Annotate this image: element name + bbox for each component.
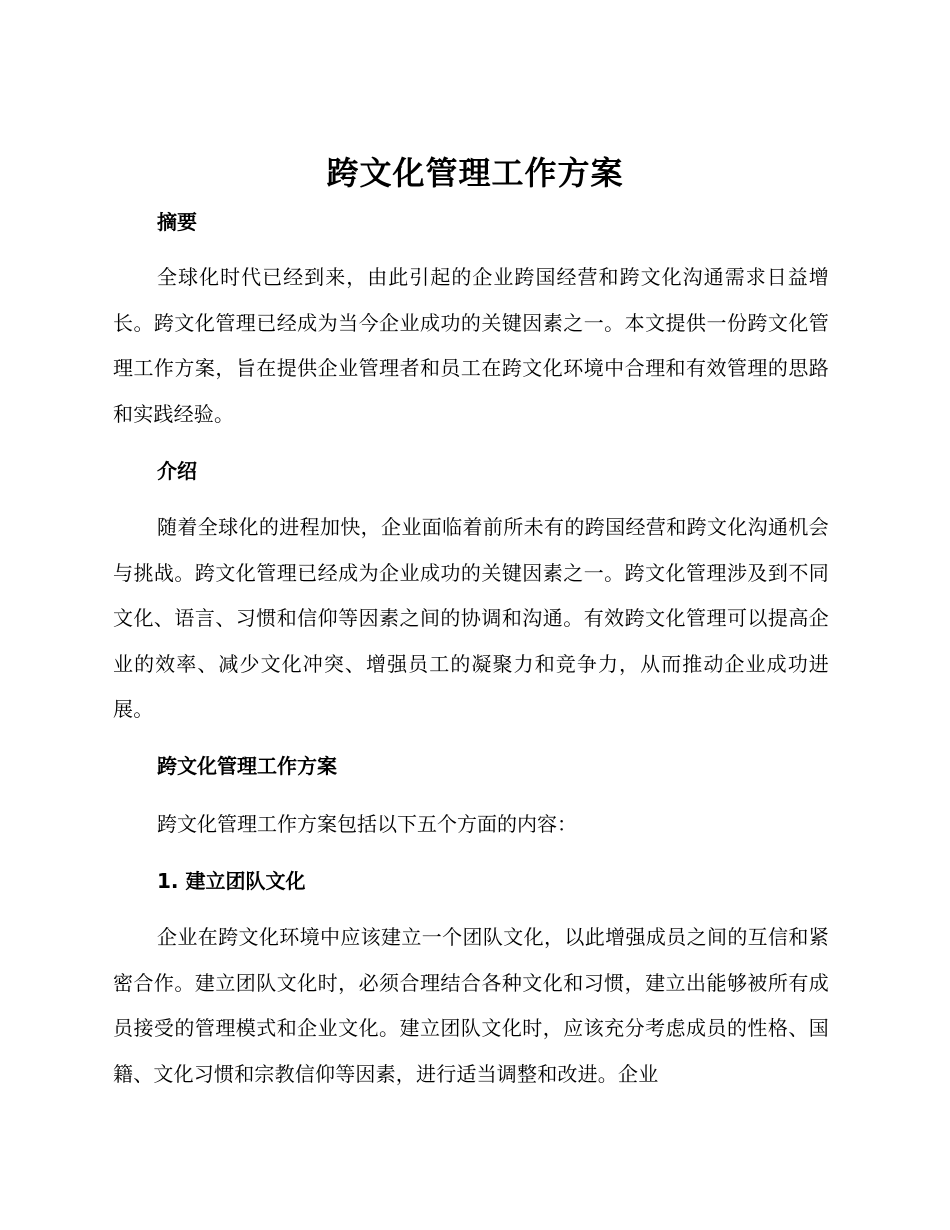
item1-heading: 1. 建立团队文化 [157,869,306,893]
document-title: 跨文化管理工作方案 [326,154,624,192]
intro-paragraph: 随着全球化的进程加快，企业面临着前所未有的跨国经营和跨文化沟通机会与挑战。跨文化管理已经成为企业成功的关键因素之一。跨文化管理涉及到不同文化、语言、习惯和信仰等因素之间的协调和沟通。有效跨文化管理可以提高企业的效率、减少文化冲突、增强员工的凝聚力和竞争力，从而推动企业成功进展。 [113,515,829,722]
abstract-paragraph: 全球化时代已经到来，由此引起的企业跨国经营和跨文化沟通需求日益增长。跨文化管理已经成为当今企业成功的关键因素之一。本文提供一份跨文化管理工作方案，旨在提供企业管理者和员工在跨文化环境中合理和有效管理的思路和实践经验。 [113,265,829,426]
item1-paragraph: 企业在跨文化环境中应该建立一个团队文化，以此增强成员之间的互信和紧密合作。建立团队文化时，必须合理结合各种文化和习惯，建立出能够被所有成员接受的管理模式和企业文化。建立团队文化时，应该充分考虑成员的性格、国籍、文化习惯和宗教信仰等因素，进行适当调整和改进。企业 [113,925,829,1086]
abstract-heading: 摘要 [157,210,197,234]
intro-heading: 介绍 [157,459,197,483]
plan-intro-text: 跨文化管理工作方案包括以下五个方面的内容： [157,812,577,836]
plan-heading: 跨文化管理工作方案 [157,754,337,778]
